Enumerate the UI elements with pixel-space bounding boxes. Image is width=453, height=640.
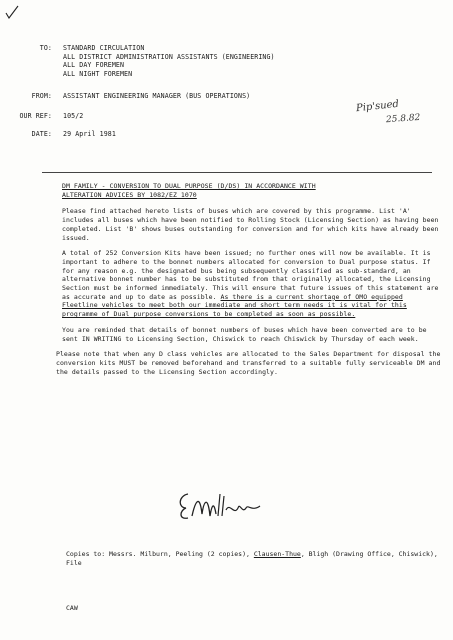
- tick-mark-icon: [4, 4, 20, 20]
- to-recipients: [63, 44, 275, 78]
- date-value: 29 April 1981: [63, 130, 116, 138]
- paragraph-3: You are reminded that details of bonnet numbers of buses which have been converted are to be sent IN WRITING to Licensing Section, Chiswick to reach Chiswick by Thursday of each week.: [62, 325, 427, 343]
- paragraph-2-text: A total of 252 Conversion Kits have been issued; no further ones will now be available. It is important to adhere to the bonnet numbers allocated for conversion to Dual purpose status. If for any reason e.g. the designated bus being subsequently classified as sub-standard, an alternative bonnet number has to be substituted from that originally allocated, the Licensing Section must be informed immediately. This will ensure that future issues of this statement are as accurate and up to date as possible.: [62, 249, 439, 301]
- subject-line2: ALTERATION ADVICES BY 1082/EZ 1070: [62, 190, 197, 199]
- date-label: DATE:: [31, 130, 52, 138]
- signature: [174, 488, 264, 524]
- copies-suffix: , Bligh (Drawing Office, Chiswick), File: [66, 550, 438, 567]
- copies-underlined-name: Clausen-Thue: [253, 550, 301, 558]
- ref-value: 105/2: [63, 112, 84, 120]
- handwritten-note-line1: Pip'sued: [355, 98, 400, 115]
- paragraph-2-underlined: As there is a current shortage of OMO equipped Fleetline vehicles to meet both our immediate and short term needs it is vital for this programme of Dual purpose conversions to be completed as soon as possible.: [62, 292, 407, 319]
- typist-initials: CAW: [66, 604, 78, 612]
- ref-label: OUR REF:: [19, 112, 52, 120]
- from-value: ASSISTANT ENGINEERING MANAGER (BUS OPERATIONS): [63, 92, 251, 100]
- paragraph-2: [62, 249, 442, 319]
- memo-body: [56, 182, 442, 383]
- to-line: ALL DISTRICT ADMINISTRATION ASSISTANTS (ENGINEERING): [63, 52, 275, 61]
- to-line: ALL NIGHT FOREMEN: [63, 69, 133, 78]
- to-label: TO:: [39, 44, 52, 52]
- copies-line: [66, 550, 446, 567]
- divider: [42, 172, 432, 173]
- to-line: STANDARD CIRCULATION: [63, 44, 145, 52]
- from-label: FROM:: [31, 92, 52, 100]
- copies-prefix: Copies to: Messrs. Milburn, Peeling (2 copies),: [66, 550, 254, 558]
- handwritten-note: [355, 98, 434, 141]
- to-line: ALL DAY FOREMEN: [63, 61, 125, 70]
- subject: [62, 182, 442, 199]
- subject-line1: DM FAMILY - CONVERSION TO DUAL PURPOSE (D/DS) IN ACCORDANCE WITH: [62, 182, 316, 190]
- handwritten-note-date: 25.8.82: [385, 112, 421, 126]
- paragraph-1: Please find attached hereto lists of buses which are covered by this programme. List 'A' includes all buses which have been notified to Rolling Stock (Licensing Section) as having been completed. List 'B' shows buses outstanding for conversion and for which kits have already been issued.: [62, 207, 439, 242]
- paragraph-4: Please note that when any D class vehicles are allocated to the Sales Department for disposal the conversion kits MUST be removed beforehand and transferred to a suitable fully serviceable DM and the details passed to the Licensing Section accordingly.: [56, 350, 441, 376]
